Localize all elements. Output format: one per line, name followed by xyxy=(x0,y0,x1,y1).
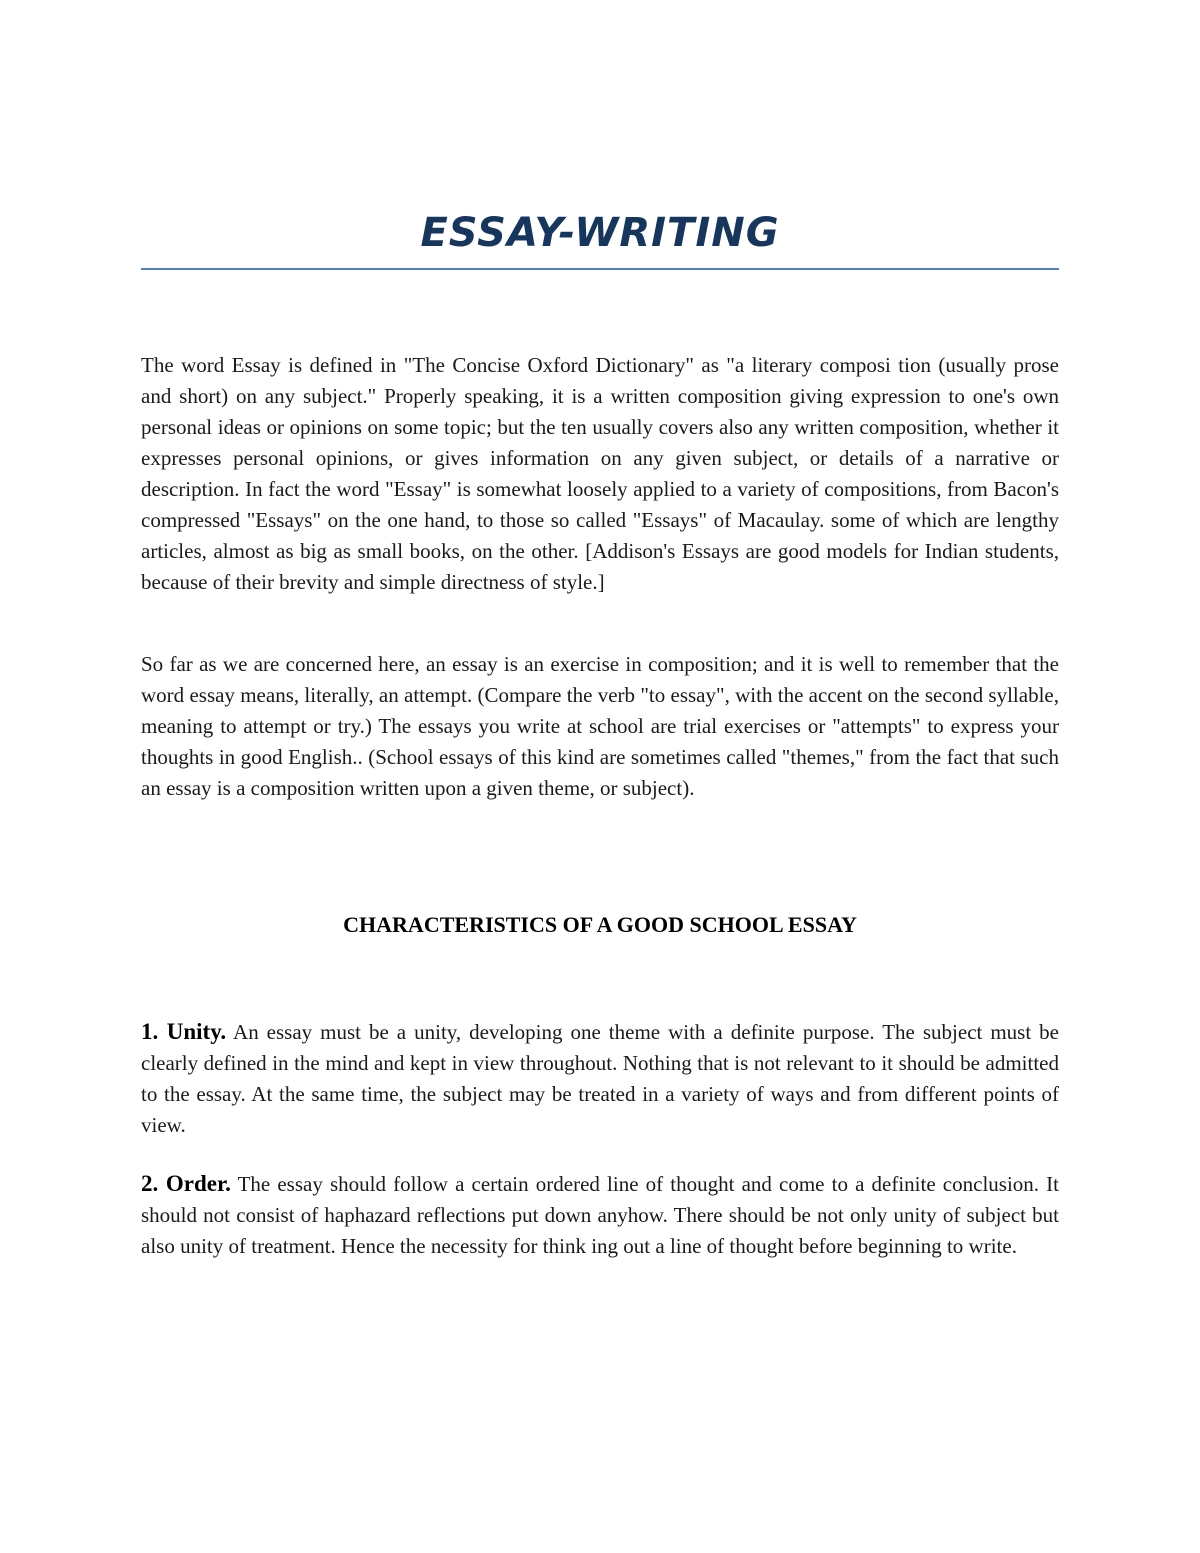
section-heading: CHARACTERISTICS OF A GOOD SCHOOL ESSAY xyxy=(343,912,857,937)
document-title: ESSAY-WRITING xyxy=(420,210,780,256)
item-label-unity: 1. Unity. xyxy=(141,1019,227,1044)
item-label-order: 2. Order. xyxy=(141,1171,231,1196)
intro-paragraph: The word Essay is defined in "The Concise Oxford Dictionary" as "a literary composi tion (usually prose and short) on any subject." Properly speaking, it is a written composition giving expression to one's own personal ideas or opinions on some topic; but the ten usually covers also any written composition, whether it expresses personal opinions, or gives information on any given subject, or details of a narrative or description. In fact the word "Essay" is somewhat loosely applied to a variety of compositions, from Bacon's compressed "Essays" on the one hand, to those so called "Essays" of Macaulay. some of which are lengthy articles, almost as big as small books, on the other. [Addison's Essays are good models for Indian students, because of their brevity and simple directness of style.] xyxy=(141,353,1059,594)
second-paragraph: So far as we are concerned here, an essay is an exercise in composition; and it is well to remember that the word essay means, literally, an attempt. (Compare the verb "to essay", with the accent on the second syllable, meaning to attempt or try.) The essays you write at school are trial exercises or "attempts" to express your thoughts in good English.. (School essays of this kind are sometimes called "themes," from the fact that such an essay is a composition written upon a given theme, or subject). xyxy=(141,652,1059,800)
characteristic-item-unity xyxy=(141,1016,1059,1141)
item-text-unity: An essay must be a unity, developing one theme with a definite purpose. The subject must be clearly defined in the mind and kept in view throughout. Nothing that is not relevant to it should be admitted to the essay. At the same time, the subject may be treated in a variety of ways and from different points of view. xyxy=(141,1020,1060,1137)
item-text-order: The essay should follow a certain ordered line of thought and come to a definite conclusion. It should not consist of haphazard reflections put down anyhow. There should be not only unity of subject but also unity of treatment. Hence the necessity for think ing out a line of thought before beginning to write. xyxy=(141,1172,1059,1258)
title-block xyxy=(141,203,1059,263)
characteristic-item-order xyxy=(141,1168,1059,1262)
title-underline-rule xyxy=(141,268,1059,270)
